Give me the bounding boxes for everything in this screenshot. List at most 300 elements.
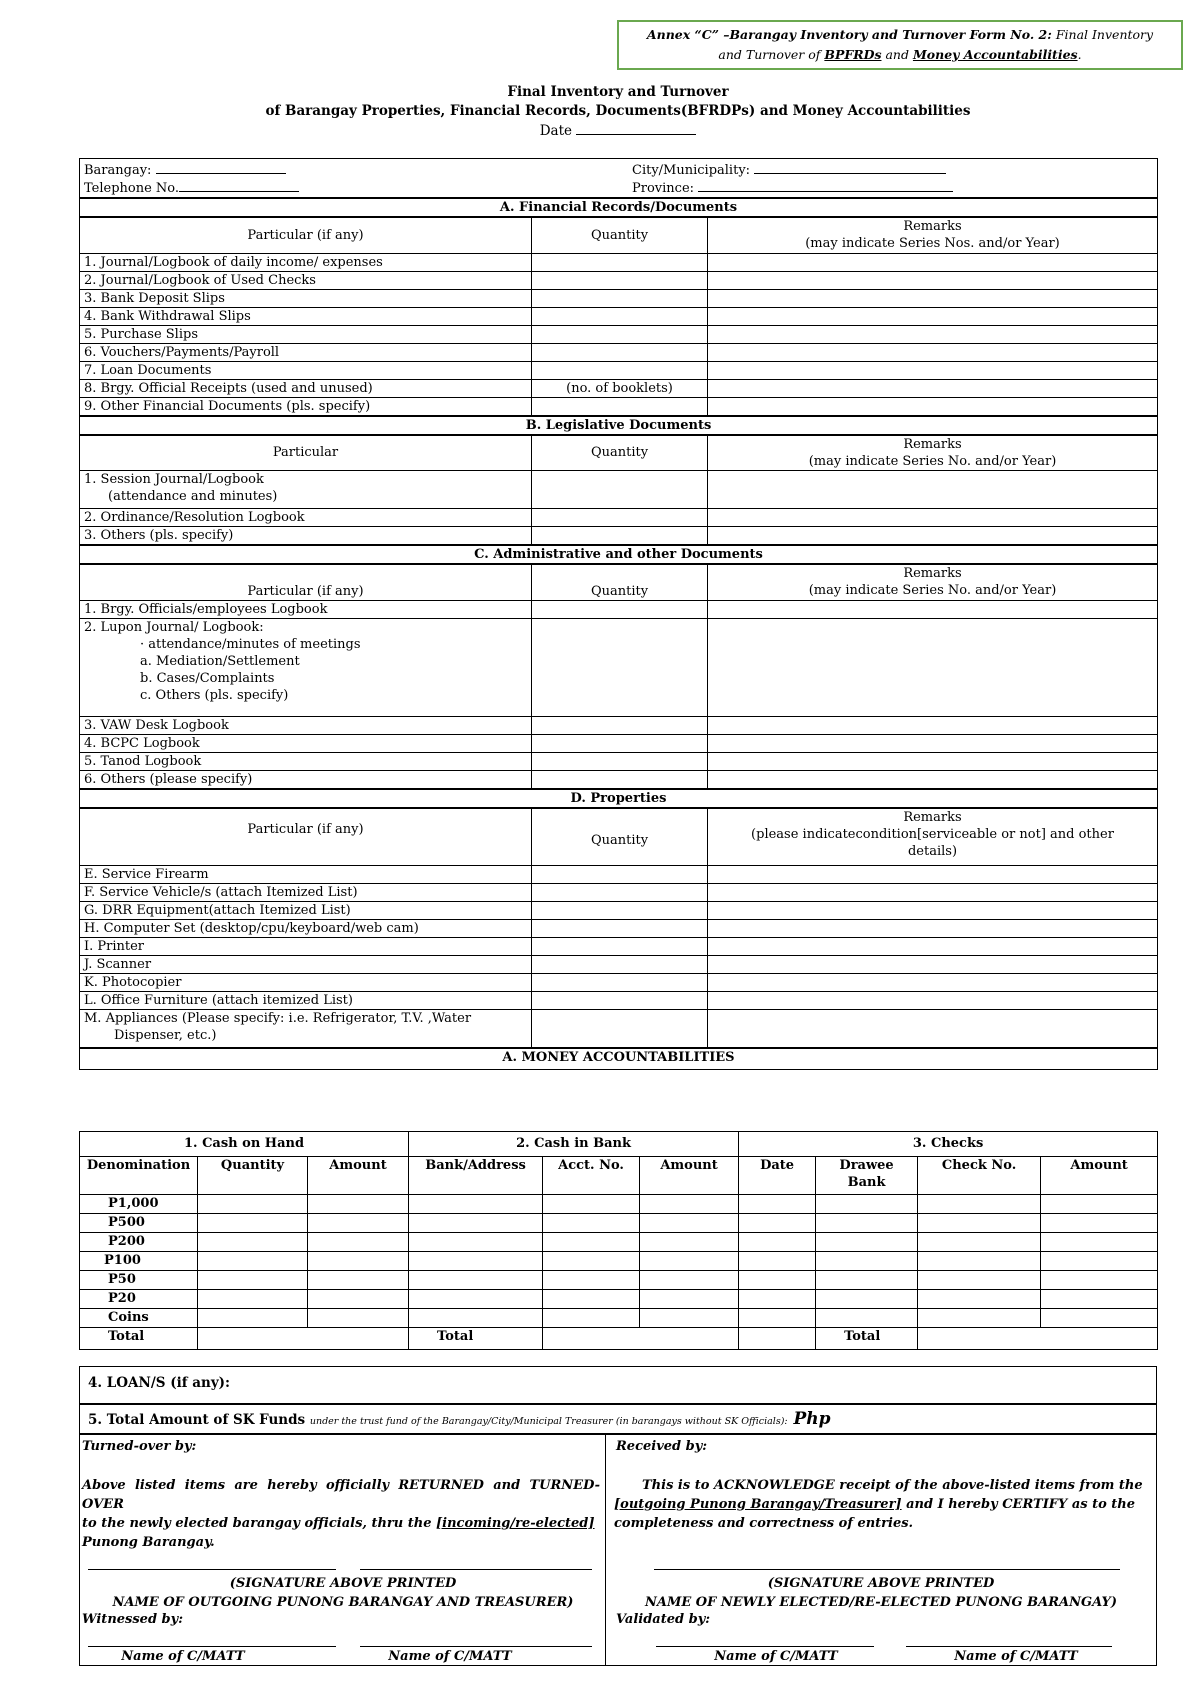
quantity-cell[interactable] [532,325,708,343]
remarks-line-1: Remarks [903,219,962,234]
row-label: G. DRR Equipment(attach Itemized List) [80,902,532,920]
money-row [80,1290,1158,1309]
province-field[interactable] [698,179,953,192]
turned-over-label: Turned-over by: [82,1439,197,1454]
lupon-label: 2. Lupon Journal/ Logbook: [84,619,264,635]
section-c-header [80,545,1158,564]
remarks-cell[interactable] [708,884,1158,902]
quantity-cell[interactable] [532,884,708,902]
remarks-cell[interactable] [708,361,1158,379]
money-cell[interactable] [918,1233,1041,1252]
money-cell[interactable] [409,1233,543,1252]
money-cell[interactable] [918,1195,1041,1214]
section-b-header [80,416,1158,435]
money-cell[interactable] [816,1271,918,1290]
money-cell[interactable] [739,1290,816,1309]
received-caption [606,1574,1156,1612]
remarks-cell[interactable] [708,938,1158,956]
remarks-cell[interactable] [708,527,1158,546]
total-label-checks: Total [816,1328,918,1350]
remarks-cell[interactable] [708,379,1158,397]
money-cell[interactable] [308,1290,409,1309]
money-cell[interactable] [198,1309,308,1328]
money-cell[interactable] [739,1309,816,1328]
received-text-2 [614,1495,1146,1514]
turnover-text-2b: [incoming/re-elected] [436,1516,595,1531]
signature-area [79,1434,1157,1666]
annex-bpfrds: BPFRDs [824,47,882,62]
row-label: 5. Tanod Logbook [80,752,532,770]
table-row [80,379,1158,397]
quantity-cell[interactable] [532,397,708,416]
remarks-line-2: (may indicate Series No. and/or Year) [808,453,1057,469]
turnover-caption [80,1574,606,1612]
quantity-cell[interactable] [532,752,708,770]
quantity-cell[interactable] [532,307,708,325]
money-header [80,1048,1158,1070]
col-particular: Particular [80,435,532,471]
money-cell[interactable] [739,1252,816,1271]
witness-name-2: Name of C/MATT [388,1649,512,1664]
validated-label: Validated by: [616,1612,711,1627]
total-label-bank: Total [409,1328,543,1350]
money-cell[interactable] [918,1309,1041,1328]
table-row [80,471,1158,509]
remarks-cell[interactable] [708,770,1158,789]
col-remarks [708,564,1158,600]
quantity-cell[interactable] [532,902,708,920]
lupon-sub-c: c. Others (pls. specify) [140,687,289,703]
money-row [80,1214,1158,1233]
money-total-row [80,1328,1158,1350]
lupon-cell [80,618,532,716]
col-quantity: Quantity [532,435,708,471]
row-label: 3. Bank Deposit Slips [80,289,532,307]
quantity-cell[interactable] [532,361,708,379]
remarks-line-2: (please indicatecondition[serviceable or not] and other [751,826,1114,842]
money-cell[interactable] [918,1252,1041,1271]
table-row [80,600,1158,618]
section-c-title: C. Administrative and other Documents [80,545,1158,564]
denomination-label: P1,000 [80,1195,198,1214]
witnessed-label: Witnessed by: [82,1612,184,1627]
money-cell[interactable] [816,1214,918,1233]
remarks-cell[interactable] [708,397,1158,416]
remarks-line-1: Remarks [903,436,962,452]
col-quantity: Quantity [198,1157,308,1195]
remarks-cell[interactable] [708,752,1158,770]
booklets-note[interactable]: (no. of booklets) [532,379,708,397]
money-row [80,1252,1158,1271]
table-row [80,289,1158,307]
money-cell[interactable] [409,1271,543,1290]
table-row [80,1010,1158,1048]
quantity-cell[interactable] [532,938,708,956]
col-bank-address: Bank/Address [409,1157,543,1195]
section-d-header [80,789,1158,808]
validator-line[interactable] [906,1645,1112,1647]
received-text-3: completeness and correctness of entries. [614,1516,914,1531]
received-column [606,1435,1156,1665]
col-particular: Particular (if any) [80,564,532,600]
money-cell[interactable] [1041,1214,1158,1233]
row-label: 7. Loan Documents [80,361,532,379]
money-cell[interactable] [308,1309,409,1328]
table-row [80,527,1158,546]
quantity-cell[interactable] [532,920,708,938]
table-row [80,325,1158,343]
table-row [80,920,1158,938]
table-row [80,618,1158,716]
money-cell[interactable] [918,1214,1041,1233]
money-row [80,1195,1158,1214]
remarks-cell[interactable] [708,325,1158,343]
row-label: 4. Bank Withdrawal Slips [80,307,532,325]
table-row [80,361,1158,379]
quantity-cell[interactable] [532,734,708,752]
col-quantity: Quantity [532,217,708,253]
annex-desc-2: and Turnover of [718,47,825,62]
money-cell[interactable] [308,1195,409,1214]
section-d-columns [80,808,1158,866]
money-cell[interactable] [640,1290,739,1309]
turnover-text-2a: to the newly elected barangay officials, thru the [82,1516,436,1531]
remarks-line-1: Remarks [903,809,962,825]
money-cell[interactable] [198,1233,308,1252]
appliances-cell [80,1010,532,1048]
money-cell[interactable] [409,1309,543,1328]
row-label: 2. Ordinance/Resolution Logbook [80,509,532,527]
remarks-cell[interactable] [708,956,1158,974]
money-cell[interactable] [198,1271,308,1290]
session-journal-note: (attendance and minutes) [108,489,278,504]
appliances-line-1: M. Appliances (Please specify: i.e. Refrigerator, T.V. ,Water [84,1011,472,1026]
validator-name-2: Name of C/MATT [954,1649,1078,1664]
remarks-line-3: details) [907,843,958,859]
city-label: City/Municipality: [632,163,751,178]
telephone-label: Telephone No. [84,181,180,196]
col-drawee-bank: Drawee Bank [816,1157,918,1195]
received-text-2a: [outgoing Punong Barangay/Treasurer] [614,1497,902,1512]
form-subtitle: of Barangay Properties, Financial Records, Documents(BFRDPs) and Money Accountabilities [265,103,971,119]
turnover-caption-1: (SIGNATURE ABOVE PRINTED [229,1576,457,1591]
turnover-text-1: Above listed items are hereby officially RETURNED and TURNED-OVER [82,1478,600,1512]
money-cell[interactable] [409,1290,543,1309]
money-cell[interactable] [1041,1309,1158,1328]
received-label: Received by: [616,1439,708,1454]
date-field[interactable] [576,122,696,135]
table-row [80,770,1158,789]
section-d-title: D. Properties [80,789,1158,808]
sk-php: Php [787,1409,831,1429]
annex-and: and [881,47,913,62]
row-label: 5. Purchase Slips [80,325,532,343]
signature-line[interactable] [654,1568,1120,1570]
barangay-label: Barangay: [84,163,152,178]
col-particular: Particular (if any) [80,217,532,253]
remarks-cell[interactable] [708,902,1158,920]
denomination-label: P50 [80,1271,198,1290]
table-row [80,752,1158,770]
section-b-columns [80,435,1158,471]
row-label: E. Service Firearm [80,866,532,884]
money-cell[interactable] [409,1195,543,1214]
section-c-columns [80,564,1158,600]
money-cell[interactable] [1041,1271,1158,1290]
quantity-cell[interactable] [532,770,708,789]
money-cell[interactable] [739,1214,816,1233]
cash-in-bank-header: 2. Cash in Bank [409,1132,739,1157]
money-cell[interactable] [739,1271,816,1290]
remarks-cell[interactable] [708,509,1158,527]
row-label: 9. Other Financial Documents (pls. specify) [80,397,532,416]
money-cell[interactable] [640,1233,739,1252]
row-label: 2. Journal/Logbook of Used Checks [80,271,532,289]
quantity-cell[interactable] [532,956,708,974]
witness-line[interactable] [88,1645,336,1647]
quantity-cell[interactable] [532,992,708,1010]
row-label: 8. Brgy. Official Receipts (used and unused) [80,379,532,397]
remarks-cell[interactable] [708,1010,1158,1048]
col-amount: Amount [1041,1157,1158,1195]
turnover-text-2 [82,1514,600,1533]
money-row [80,1271,1158,1290]
remarks-cell[interactable] [708,866,1158,884]
telephone-field[interactable] [179,179,299,192]
money-cell[interactable] [543,1233,640,1252]
table-row [80,307,1158,325]
money-cell[interactable] [308,1214,409,1233]
table-row [80,884,1158,902]
turnover-caption-2: NAME OF OUTGOING PUNONG BARANGAY AND TREASURER) [112,1595,574,1610]
col-amount: Amount [640,1157,739,1195]
money-cell[interactable] [308,1252,409,1271]
col-quantity: Quantity [532,808,708,866]
table-row [80,253,1158,271]
remarks-cell[interactable] [708,716,1158,734]
money-cell[interactable] [640,1252,739,1271]
row-label: F. Service Vehicle/s (attach Itemized List) [80,884,532,902]
quantity-cell[interactable] [532,716,708,734]
col-denomination: Denomination [80,1157,198,1195]
table-row [80,271,1158,289]
money-cell[interactable] [543,1309,640,1328]
annex-line-1 [619,25,1181,45]
money-cell[interactable] [1041,1252,1158,1271]
remarks-cell[interactable] [708,471,1158,509]
section-b-title: B. Legislative Documents [80,416,1158,435]
money-cell[interactable] [816,1233,918,1252]
money-columns-row [80,1157,1158,1195]
row-label: 3. Others (pls. specify) [80,527,532,546]
remarks-cell[interactable] [708,289,1158,307]
money-title: A. MONEY ACCOUNTABILITIES [80,1048,1158,1070]
received-caption-2: NAME OF NEWLY ELECTED/RE-ELECTED PUNONG BARANGAY) [645,1595,1117,1610]
header-fields [80,159,1158,199]
quantity-cell[interactable] [532,289,708,307]
session-journal-label: 1. Session Journal/Logbook [84,472,264,487]
date-label: Date [539,123,572,139]
col-check-no: Check No. [918,1157,1041,1195]
table-row [80,956,1158,974]
quantity-cell[interactable] [532,618,708,716]
money-cell[interactable] [640,1214,739,1233]
signature-line[interactable] [360,1568,592,1570]
total-checks-cell[interactable] [918,1328,1158,1350]
denomination-label: Coins [80,1309,198,1328]
money-cell[interactable] [409,1214,543,1233]
col-remarks [708,217,1158,253]
denomination-label: P200 [80,1233,198,1252]
money-row [80,1309,1158,1328]
remarks-cell[interactable] [708,343,1158,361]
col-particular: Particular (if any) [80,808,532,866]
col-acct-no: Acct. No. [543,1157,640,1195]
loan-row[interactable]: 4. LOAN/S (if any): [79,1366,1157,1404]
table-row [80,734,1158,752]
money-cell[interactable] [198,1252,308,1271]
quantity-cell[interactable] [532,974,708,992]
money-cell[interactable] [308,1233,409,1252]
table-row [80,509,1158,527]
remarks-cell[interactable] [708,920,1158,938]
money-cell[interactable] [918,1271,1041,1290]
money-cell[interactable] [409,1252,543,1271]
money-cell[interactable] [198,1290,308,1309]
denomination-label: P20 [80,1290,198,1309]
validator-line[interactable] [656,1645,874,1647]
money-cell[interactable] [543,1271,640,1290]
remarks-cell[interactable] [708,618,1158,716]
total-cash-cell[interactable] [198,1328,409,1350]
table-row [80,343,1158,361]
total-bank-cell[interactable] [543,1328,739,1350]
remarks-line-1: Remarks [903,566,962,581]
lupon-sub-minutes: · attendance/minutes of meetings [140,636,361,652]
table-row [80,974,1158,992]
row-label: I. Printer [80,938,532,956]
money-cell[interactable] [543,1214,640,1233]
quantity-cell[interactable] [532,866,708,884]
checks-header: 3. Checks [739,1132,1158,1157]
received-text-2b: and I hereby CERTIFY as to the [901,1497,1136,1512]
money-cell[interactable] [739,1195,816,1214]
quantity-cell[interactable] [532,527,708,546]
money-cell[interactable] [1041,1233,1158,1252]
received-text-1: This is to ACKNOWLEDGE receipt of the above-listed items from the [642,1478,1143,1493]
row-label: K. Photocopier [80,974,532,992]
money-cell[interactable] [816,1290,918,1309]
table-row [80,938,1158,956]
denomination-label: P500 [80,1214,198,1233]
money-cell[interactable] [198,1214,308,1233]
annex-desc-1: Final Inventory [1051,27,1154,42]
turnover-column [80,1435,606,1665]
money-cell[interactable] [640,1271,739,1290]
money-cell[interactable] [816,1309,918,1328]
money-cell[interactable] [739,1328,816,1350]
row-label: 1. Journal/Logbook of daily income/ expenses [80,253,532,271]
remarks-line-2: (may indicate Series No. and/or Year) [808,583,1057,598]
row-label: L. Office Furniture (attach itemized List) [80,992,532,1010]
money-cell[interactable] [1041,1290,1158,1309]
header-fields-row [80,159,1158,199]
money-row [80,1233,1158,1252]
row-label: 4. BCPC Logbook [80,734,532,752]
lupon-sub-b: b. Cases/Complaints [140,670,275,686]
col-quantity: Quantity [532,564,708,600]
remarks-cell[interactable] [708,992,1158,1010]
money-cell[interactable] [1041,1195,1158,1214]
remarks-cell[interactable] [708,734,1158,752]
money-cell[interactable] [308,1271,409,1290]
quantity-cell[interactable] [532,600,708,618]
quantity-cell[interactable] [532,271,708,289]
table-row [80,866,1158,884]
turnover-text [82,1476,600,1552]
remarks-cell[interactable] [708,253,1158,271]
barangay-field[interactable] [156,161,286,174]
sk-funds-row[interactable] [79,1404,1157,1434]
money-cell[interactable] [198,1195,308,1214]
section-a-header [80,198,1158,217]
annex-money: Money Accountabilities [912,47,1078,62]
witness-line[interactable] [360,1645,592,1647]
inventory-table [79,158,1158,1070]
money-cell[interactable] [816,1252,918,1271]
money-cell[interactable] [640,1195,739,1214]
money-cell[interactable] [543,1290,640,1309]
quantity-cell[interactable] [532,509,708,527]
quantity-cell[interactable] [532,471,708,509]
signature-line[interactable] [88,1568,336,1570]
table-row [80,716,1158,734]
money-table [79,1131,1158,1350]
received-text [614,1476,1146,1533]
quantity-cell[interactable] [532,1010,708,1048]
annex-end: . [1077,47,1082,62]
row-label [80,471,532,509]
remarks-cell[interactable] [708,600,1158,618]
received-caption-1: (SIGNATURE ABOVE PRINTED [767,1576,995,1591]
cash-on-hand-header: 1. Cash on Hand [80,1132,409,1157]
remarks-cell[interactable] [708,271,1158,289]
section-a-title: A. Financial Records/Documents [80,198,1158,217]
province-label: Province: [632,181,695,196]
money-cell[interactable] [640,1309,739,1328]
money-cell[interactable] [543,1252,640,1271]
quantity-cell[interactable] [532,253,708,271]
city-field[interactable] [754,161,946,174]
quantity-cell[interactable] [532,343,708,361]
money-cell[interactable] [816,1195,918,1214]
annex-box [617,20,1183,70]
col-amount: Amount [308,1157,409,1195]
col-date: Date [739,1157,816,1195]
table-row [80,992,1158,1010]
table-row [80,397,1158,416]
remarks-cell[interactable] [708,307,1158,325]
denomination-label: P100 [80,1252,198,1271]
section-a-columns [80,217,1158,253]
money-cell[interactable] [739,1233,816,1252]
money-group-row [80,1132,1158,1157]
money-cell[interactable] [918,1290,1041,1309]
annex-line-2 [619,45,1181,65]
row-label: 3. VAW Desk Logbook [80,716,532,734]
remarks-cell[interactable] [708,974,1158,992]
money-cell[interactable] [543,1195,640,1214]
